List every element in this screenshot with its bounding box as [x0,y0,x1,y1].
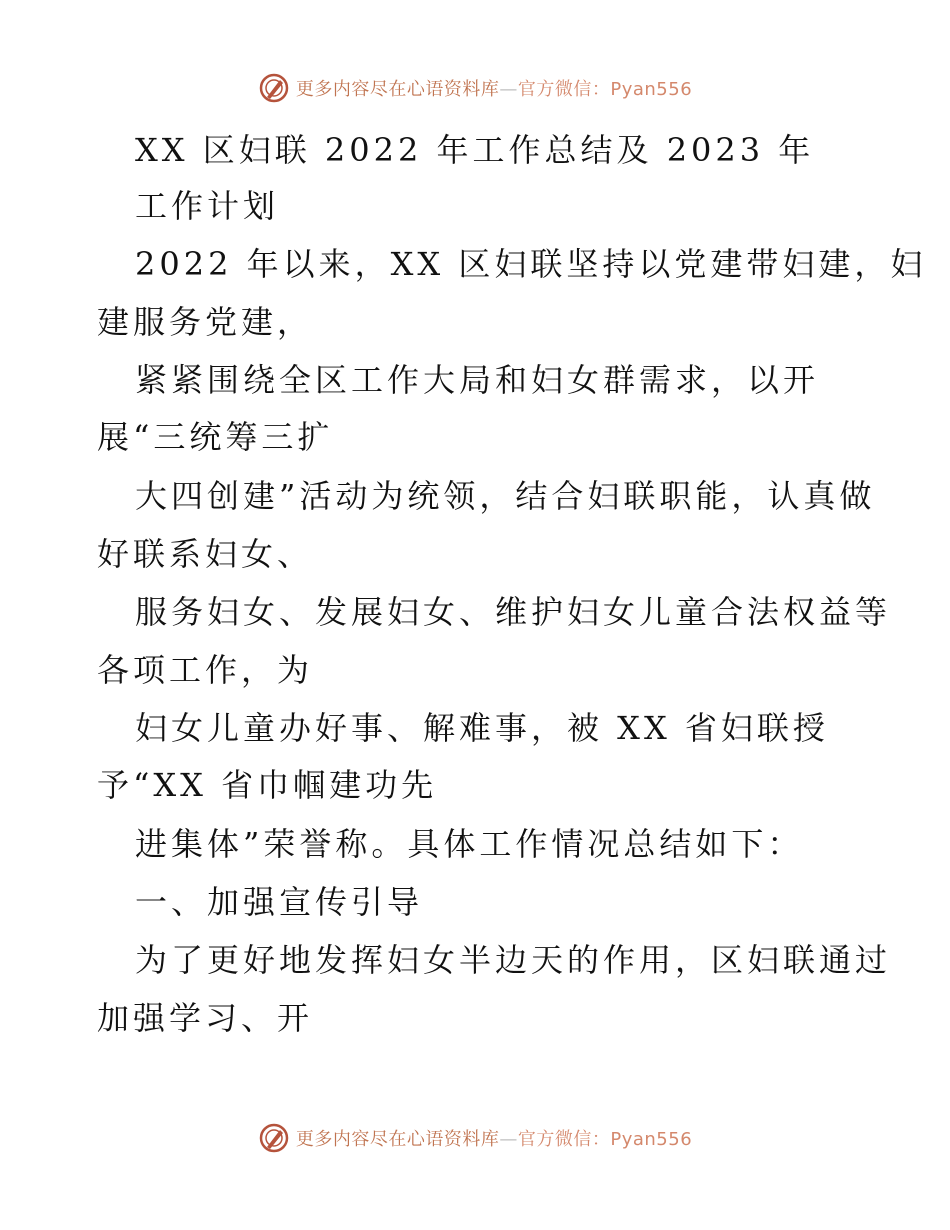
watermark-contact-text: 官方微信：Pyan556 [517,1129,693,1150]
doc-title-line-1: XX 区妇联 2022 年工作总结及 2023 年 [135,131,815,169]
doc-paragraph-line: 为了更好地发挥妇女半边天的作用，区妇联通过 [135,941,892,979]
doc-paragraph-line: 予“XX 省巾帼建功先 [97,766,438,804]
doc-paragraph-line: 各项工作，为 [97,651,314,689]
pen-seal-icon [258,72,290,104]
watermark-separator: — [499,79,518,100]
doc-paragraph-line: 2022 年以来，XX 区妇联坚持以党建带妇建，妇 [135,245,927,283]
doc-paragraph-line: 展“三统筹三扩 [97,418,334,456]
footer-watermark [0,1122,950,1154]
pen-seal-icon [258,1122,290,1154]
watermark-main-text: 更多内容尽在心语资料库 [295,79,500,100]
doc-paragraph-line: 服务妇女、发展妇女、维护妇女儿童合法权益等 [135,593,892,631]
doc-paragraph-line: 妇女儿童办好事、解难事，被 XX 省妇联授 [135,709,829,747]
doc-paragraph-line: 大四创建”活动为统领，结合妇联职能，认真做 [135,477,876,515]
watermark-separator: — [499,1129,518,1150]
watermark-text [296,75,692,101]
section-heading: 一、加强宣传引导 [135,883,424,921]
doc-paragraph-line: 加强学习、开 [97,999,314,1037]
watermark-text [296,1125,692,1151]
doc-title-line-2: 工作计划 [135,187,280,225]
doc-paragraph-line: 建服务党建， [97,303,314,341]
doc-paragraph-line: 紧紧围绕全区工作大局和妇女群需求，以开 [135,361,820,399]
doc-paragraph-line: 好联系妇女、 [97,535,314,573]
watermark-main-text: 更多内容尽在心语资料库 [295,1129,500,1150]
doc-paragraph-line: 进集体”荣誉称。具体工作情况总结如下： [135,825,804,863]
watermark-contact-text: 官方微信：Pyan556 [517,79,693,100]
header-watermark [0,72,950,104]
